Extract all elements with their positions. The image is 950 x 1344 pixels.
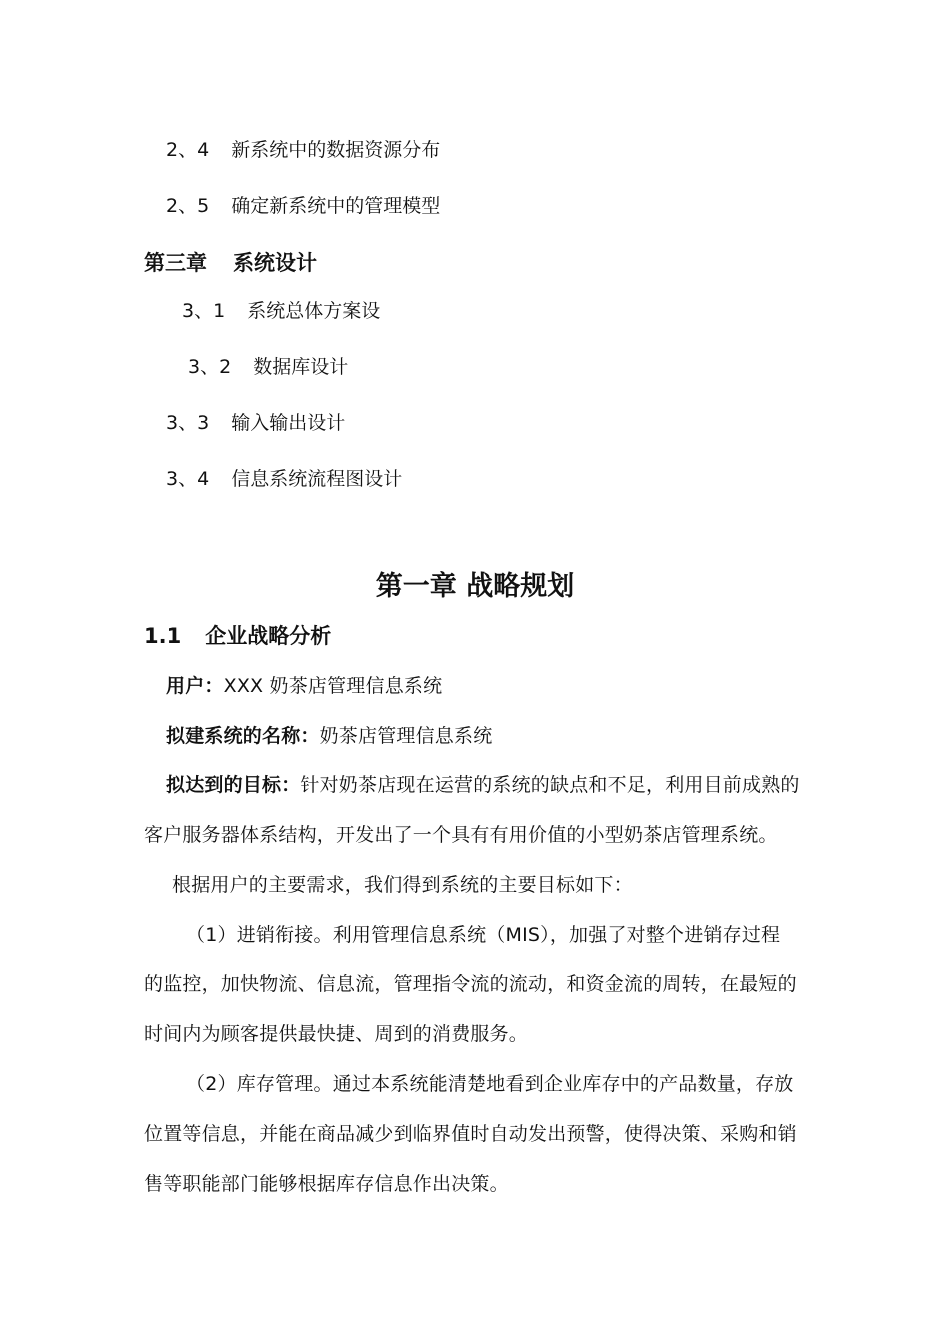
toc-item-title: 输入输出设计 xyxy=(231,412,346,434)
toc-item-number: 3、1 xyxy=(182,300,226,322)
paragraph-1-line-3: 时间内为顾客提供最快捷、周到的消费服务。 xyxy=(144,1023,529,1045)
user-value: XXX 奶茶店管理信息系统 xyxy=(223,675,443,697)
toc-item-title: 新系统中的数据资源分布 xyxy=(231,139,441,161)
toc-item-title: 信息系统流程图设计 xyxy=(231,468,403,490)
system-name-value: 奶茶店管理信息系统 xyxy=(319,725,493,747)
goal-label: 拟达到的目标： xyxy=(166,774,301,796)
chapter-title: 第一章 战略规划 xyxy=(375,571,575,602)
paragraph-2-line-1: （2）库存管理。通过本系统能清楚地看到企业库存中的产品数量，存放 xyxy=(186,1073,794,1095)
toc-item-3-1 xyxy=(182,302,380,321)
section-number: 1.1 xyxy=(144,624,182,648)
paragraph-2-line-2: 位置等信息，并能在商品减少到临界值时自动发出预警，使得决策、采购和销 xyxy=(144,1123,797,1145)
paragraph-1-line-2: 的监控，加快物流、信息流，管理指令流的流动，和资金流的周转，在最短的 xyxy=(144,973,797,995)
toc-item-title: 数据库设计 xyxy=(253,356,349,378)
toc-item-number: 3、3 xyxy=(166,412,210,434)
toc-chapter-number: 第三章 xyxy=(144,251,207,275)
paragraph-1-line-1: （1）进销衔接。利用管理信息系统（MIS），加强了对整个进销存过程 xyxy=(186,924,781,946)
toc-item-number: 2、4 xyxy=(166,139,210,161)
system-name-label: 拟建系统的名称： xyxy=(166,725,320,747)
toc-item-2-4 xyxy=(166,141,440,160)
toc-item-3-3 xyxy=(166,414,345,433)
toc-chapter-3 xyxy=(144,253,317,274)
toc-item-number: 2、5 xyxy=(166,195,210,217)
toc-item-3-4 xyxy=(166,470,402,489)
user-label: 用户： xyxy=(166,675,224,697)
toc-item-number: 3、2 xyxy=(188,356,232,378)
toc-chapter-title: 系统设计 xyxy=(233,251,317,275)
toc-item-3-2 xyxy=(188,358,348,377)
paragraph-2-line-3: 售等职能部门能够根据库存信息作出决策。 xyxy=(144,1173,509,1195)
toc-item-title: 确定新系统中的管理模型 xyxy=(231,195,441,217)
system-name-field xyxy=(166,727,492,746)
goal-value-line1: 针对奶茶店现在运营的系统的缺点和不足，利用目前成熟的 xyxy=(300,774,800,796)
section-name: 企业战略分析 xyxy=(205,624,332,648)
toc-item-number: 3、4 xyxy=(166,468,210,490)
goal-value-line2: 客户服务器体系结构，开发出了一个具有有用价值的小型奶茶店管理系统。 xyxy=(144,824,778,846)
section-title xyxy=(144,626,331,647)
toc-item-2-5 xyxy=(166,197,440,216)
goal-field xyxy=(166,776,800,795)
intro-paragraph: 根据用户的主要需求，我们得到系统的主要目标如下： xyxy=(172,874,633,896)
user-field xyxy=(166,677,442,696)
toc-item-title: 系统总体方案设 xyxy=(247,300,381,322)
